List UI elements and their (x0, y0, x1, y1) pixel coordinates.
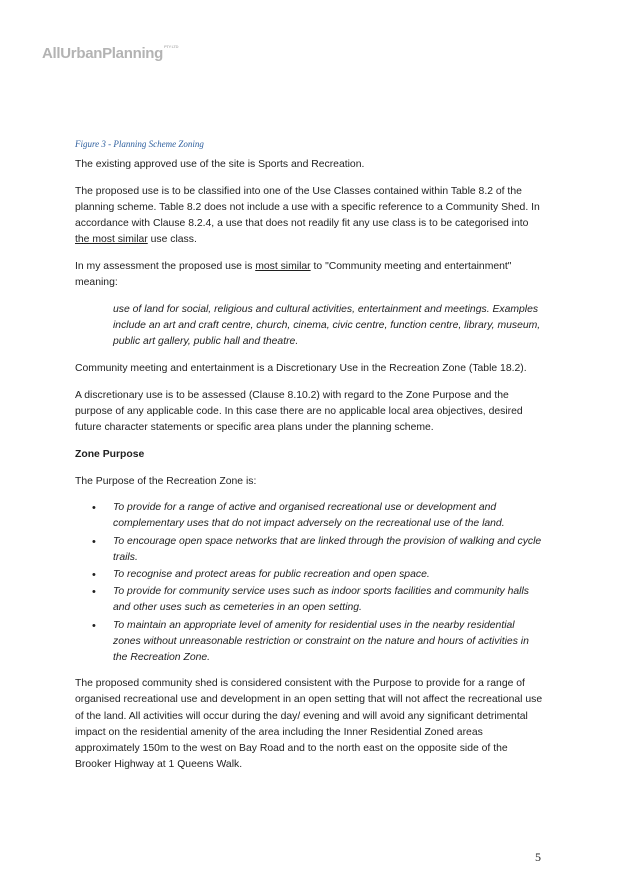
company-logo (42, 44, 178, 62)
bullet-icon: • (92, 586, 96, 599)
underlined-text: most similar (255, 261, 311, 273)
bullet-icon: • (92, 535, 96, 548)
list-item-text: To provide for community service uses such as indoor sports facilities and community halls and other uses such as cemeteries in an open setting. (113, 586, 529, 614)
definition-quote: use of land for social, religious and cultural activities, entertainment and meetings. Examples include an art and craft centre, church, cinema, civic centre, function centre, library, museum, public art gallery, public hall and theatre. (113, 303, 541, 348)
list-item-text: To provide for a range of active and organised recreational use or development and complementary uses that do not impact adversely on the recreational use of the land. (113, 502, 505, 530)
list-item-text: To maintain an appropriate level of amenity for residential uses in the nearby residential zones without unreasonable restriction or constraint on the nature and hours of activities in the Recreation Zone. (113, 619, 529, 664)
underlined-text: the most similar (75, 234, 148, 246)
zone-purpose-list (75, 500, 543, 666)
paragraph-zone-purpose-intro: The Purpose of the Recreation Zone is: (75, 475, 257, 487)
paragraph-text: use class. (147, 234, 197, 246)
list-item (75, 584, 543, 616)
bullet-icon: • (92, 569, 96, 582)
bullet-icon: • (92, 619, 96, 632)
logo-text: AllUrbanPlanning (42, 45, 164, 62)
paragraph-conclusion: The proposed community shed is considered consistent with the Purpose to provide for a range of organised recreational use and development in an open setting that will not affect the recreational use of the land. All activities will occur during the day/ evening and will avoid any significant detrimental impact on the residential amenity of the area including the Inner Residential Zoned areas approximately 150m to the west on Bay Road and to the north east on the opposite side of the Brooker Highway at 1 Queens Walk. (75, 678, 543, 771)
list-item (75, 534, 543, 566)
paragraph-text: to "Community meeting and entertainment" meaning: (75, 261, 512, 289)
figure-caption: Figure 3 - Planning Scheme Zoning (75, 139, 204, 149)
paragraph-text: In my assessment the proposed use is (75, 261, 256, 273)
page-body (75, 137, 543, 784)
page-number: 5 (535, 850, 541, 864)
section-heading: Zone Purpose (75, 448, 145, 460)
paragraph-use-class (75, 184, 543, 249)
list-item (75, 500, 543, 532)
list-item-text: To encourage open space networks that are linked through the provision of walking and cycle trails. (113, 535, 542, 563)
paragraph-text: The proposed use is to be classified into one of the Use Classes contained within Table 8.2 of the planning scheme. Table 8.2 does not include a use with a specific reference to a Community Shed. In accordance with Clause 8.2.4, a use that does not readily fit any use class is to be categorised into (75, 185, 540, 230)
paragraph-discretionary-use: Community meeting and entertainment is a Discretionary Use in the Recreation Zone (Table 18.2). (75, 363, 527, 375)
bullet-icon: • (92, 502, 96, 515)
list-item (75, 618, 543, 667)
logo-sup: PTY LTD (164, 44, 179, 49)
paragraph-assessment-clause: A discretionary use is to be assessed (Clause 8.10.2) with regard to the Zone Purpose and the purpose of any applicable code. In this case there are no applicable local area objectives, desired future character statements or specific area plans under the planning scheme. (75, 389, 523, 434)
list-item-text: To recognise and protect areas for public recreation and open space. (113, 569, 430, 581)
list-item (75, 567, 543, 583)
paragraph-assessment (75, 259, 543, 291)
paragraph-existing-use: The existing approved use of the site is Sports and Recreation. (75, 159, 365, 170)
